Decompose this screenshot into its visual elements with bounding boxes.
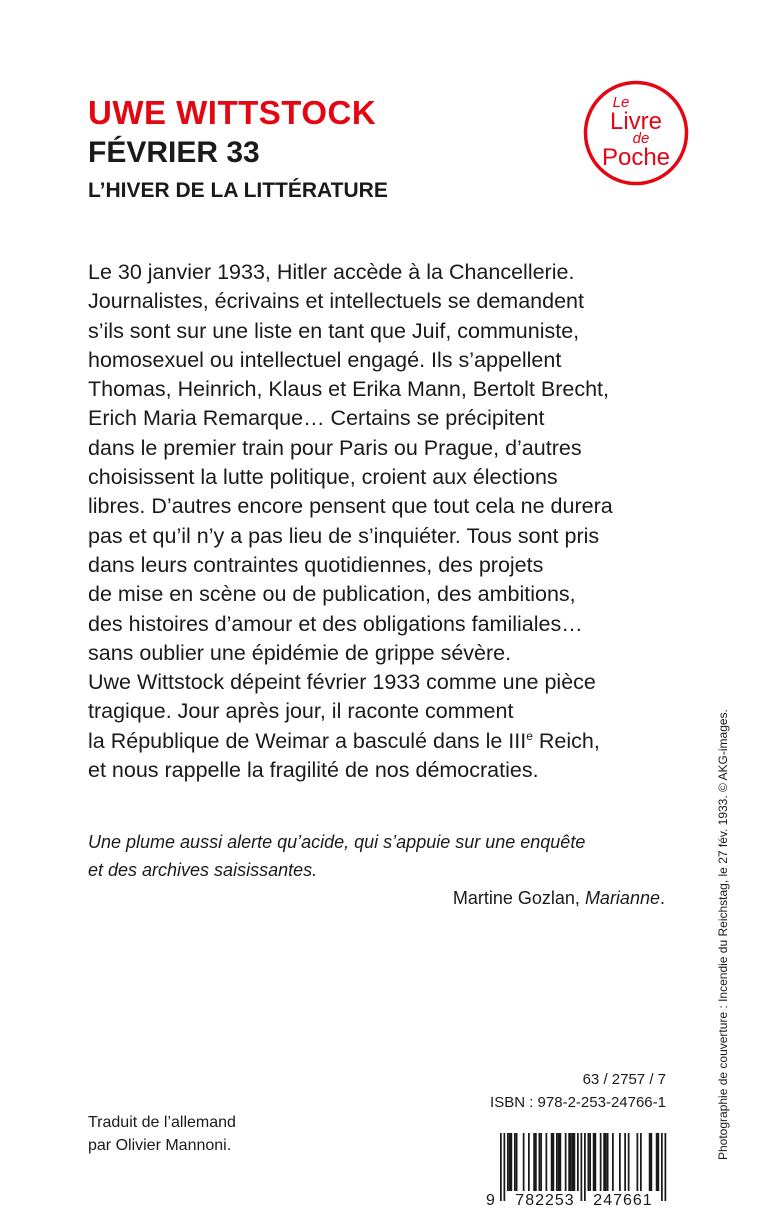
logo-text-poche: Poche — [601, 144, 671, 171]
quote-author: Martine Gozlan, — [452, 888, 585, 908]
translator-line: Traduit de l’allemand — [88, 1114, 236, 1131]
blurb-line: Uwe Wittstock dépeint février 1933 comme une pièce — [88, 670, 596, 695]
blurb-line: Erich Maria Remarque… Certains se précipitent — [88, 406, 545, 431]
barcode-bar — [572, 1133, 574, 1191]
back-cover-blurb — [88, 258, 688, 785]
barcode-bar — [574, 1133, 576, 1191]
barcode-bar — [560, 1133, 562, 1191]
barcode-bar — [540, 1133, 542, 1191]
logo-text-le: Le — [612, 94, 630, 111]
translator-credit — [88, 1111, 236, 1157]
author-name: UWE WITTSTOCK — [88, 94, 377, 131]
blurb-line: homosexuel ou intellectuel engagé. Ils s’appellent — [88, 347, 562, 372]
translator-line: par Olivier Mannoni. — [88, 1137, 232, 1154]
barcode-bar — [607, 1133, 609, 1191]
barcode-bar — [661, 1133, 663, 1201]
logo-text-livre: Livre — [609, 108, 663, 135]
blurb-line — [88, 727, 688, 756]
isbn-barcode — [482, 1133, 672, 1209]
barcode-bar — [539, 1133, 541, 1191]
barcode-bar — [651, 1133, 653, 1191]
barcode-bar — [593, 1133, 595, 1191]
barcode-bar — [500, 1133, 502, 1201]
barcode-digits-right: 247661 — [593, 1192, 653, 1209]
blurb-line: et nous rappelle la fragilité de nos démocraties. — [88, 758, 539, 783]
quote-source: Marianne — [584, 888, 660, 908]
barcode-bar — [640, 1133, 642, 1191]
barcode-bar — [528, 1133, 530, 1191]
blurb-line: Journalistes, écrivains et intellectuels se demandent — [88, 289, 584, 314]
barcode-bar — [553, 1133, 555, 1191]
barcode-digits-left: 782253 — [515, 1192, 575, 1209]
barcode-bar — [619, 1133, 621, 1191]
blurb-line: choisissent la lutte politique, croient aux élections — [88, 465, 558, 490]
blurb-line: libres. D’autres encore pensent que tout cela ne durera — [88, 494, 613, 519]
quote-line: Une plume aussi alerte qu’acide, qui s’appuie sur une enquête — [88, 832, 586, 852]
blurb-line: pas et qu’il n’y a pas lieu de s’inquiéter. Tous sont pris — [88, 523, 600, 548]
barcode-bar — [603, 1133, 605, 1191]
barcode-bar — [558, 1133, 560, 1191]
barcode-bar — [568, 1133, 570, 1191]
barcode-bar — [535, 1133, 537, 1191]
barcode-bar — [565, 1133, 567, 1191]
blurb-line: dans le premier train pour Paris ou Prague, d’autres — [88, 435, 582, 460]
barcode-bars — [500, 1133, 666, 1201]
barcode-bar — [665, 1133, 667, 1201]
barcode-bar — [628, 1133, 630, 1191]
press-quote — [88, 828, 668, 884]
quote-end: . — [659, 888, 665, 908]
barcode-bar — [523, 1133, 525, 1191]
publication-codes — [490, 1068, 666, 1114]
blurb-line: des histoires d’amour et des obligations familiales… — [88, 611, 583, 636]
barcode-bar — [556, 1133, 558, 1191]
barcode-bar — [588, 1133, 590, 1191]
blurb-line: Thomas, Heinrich, Klaus et Erika Mann, Bertolt Brecht, — [88, 377, 609, 402]
logo-text-de: de — [632, 130, 650, 147]
isbn: ISBN : 978-2-253-24766-1 — [490, 1094, 666, 1111]
blurb-line: tragique. Jour après jour, il raconte comment — [88, 699, 514, 724]
barcode-bar — [514, 1133, 516, 1191]
barcode-bar — [504, 1133, 506, 1201]
barcode-bar — [656, 1133, 658, 1191]
barcode-bar — [612, 1133, 614, 1191]
livre-de-poche-logo — [583, 80, 689, 186]
barcode-bar — [533, 1133, 535, 1191]
blurb-line: de mise en scène ou de publication, des ambitions, — [88, 582, 576, 607]
cover-photo-credit — [713, 660, 733, 1160]
superscript-e: e — [526, 728, 533, 743]
quote-attribution — [453, 884, 665, 912]
barcode-bar — [581, 1133, 583, 1201]
barcode-bar — [507, 1133, 509, 1191]
barcode-bar — [589, 1133, 591, 1191]
blurb-line: Le 30 janvier 1933, Hitler accède à la Chancellerie. — [88, 260, 575, 284]
blurb-line: s’ils sont sur une liste en tant que Juif, communiste, — [88, 318, 580, 343]
barcode-bar — [637, 1133, 639, 1191]
barcode-bar — [605, 1133, 607, 1191]
barcode-bar — [595, 1133, 597, 1191]
barcode-bar — [570, 1133, 572, 1191]
catalog-reference: 63 / 2757 / 7 — [582, 1071, 666, 1088]
barcode-bar — [658, 1133, 660, 1191]
barcode-bar — [624, 1133, 626, 1191]
barcode-bar — [584, 1133, 586, 1201]
barcode-bar — [509, 1133, 511, 1191]
barcode-bar — [511, 1133, 513, 1191]
barcode-bar — [649, 1133, 651, 1191]
credit-text: Photographie de couverture : Incendie du Reichstag, le 27 fév. 1933. © AKG-images. — [716, 709, 730, 1160]
book-subtitle: L’HIVER DE LA LITTÉRATURE — [88, 179, 388, 202]
blurb-line-text: la République de Weimar a basculé dans le III — [88, 728, 527, 753]
blurb-line: sans oublier une épidémie de grippe sévère. — [88, 640, 512, 665]
barcode-bar — [516, 1133, 518, 1191]
blurb-line: dans leurs contraintes quotidiennes, des projets — [88, 552, 544, 577]
barcode-digit-first: 9 — [486, 1192, 495, 1209]
barcode-bar — [546, 1133, 548, 1191]
barcode-bar — [577, 1133, 579, 1191]
book-title: FÉVRIER 33 — [88, 136, 260, 169]
barcode-bar — [551, 1133, 553, 1191]
blurb-line-text: Reich, — [532, 728, 600, 753]
quote-line: et des archives saisissantes. — [88, 860, 318, 880]
barcode-bar — [600, 1133, 602, 1191]
